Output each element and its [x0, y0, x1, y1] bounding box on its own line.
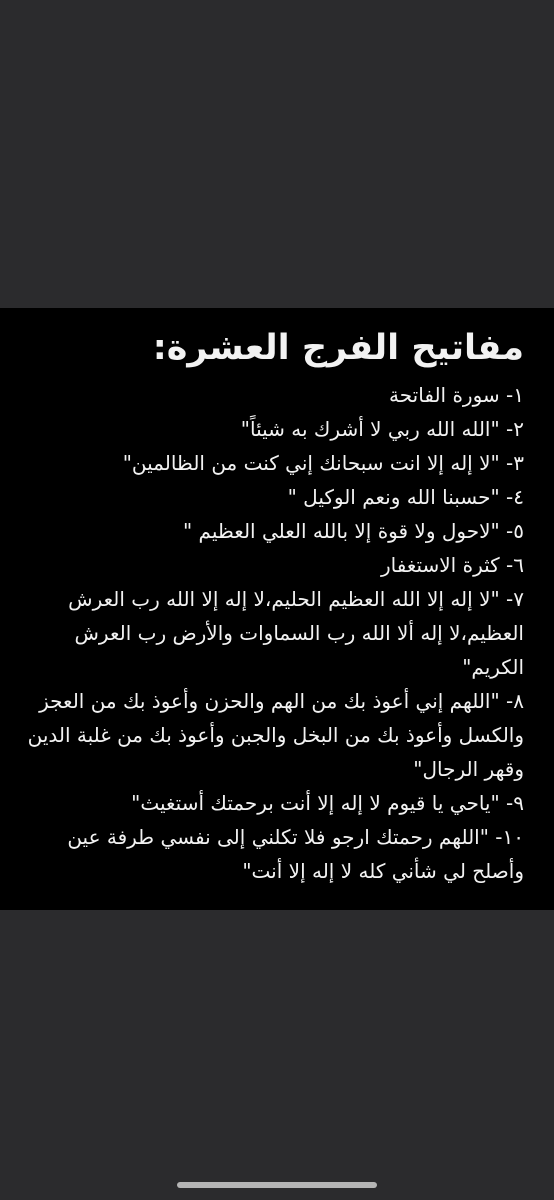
home-indicator[interactable] — [177, 1182, 377, 1188]
page-title: مفاتيح الفرج العشرة: — [152, 328, 524, 368]
dua-list — [12, 378, 524, 888]
list-item: ١٠- "اللهم رحمتك ارجو فلا تكلني إلى نفسي طرفة عين وأصلح لي شأني كله لا إله إلا أنت" — [67, 825, 524, 883]
list-item: ٦- كثرة الاستغفار — [380, 553, 524, 577]
list-item: ٩- "ياحي يا قيوم لا إله إلا أنت برحمتك أستغيث" — [131, 791, 524, 815]
list-item: ٤- "حسبنا الله ونعم الوكيل " — [287, 485, 524, 509]
list-item: ٥- "لاحول ولا قوة إلا بالله العلي العظيم " — [183, 519, 524, 543]
list-item: ٨- "اللهم إني أعوذ بك من الهم والحزن وأعوذ بك من العجز والكسل وأعوذ بك من البخل والجبن وأعوذ بك من غلبة الدين وقهر الرجال" — [27, 689, 524, 781]
dua-image[interactable] — [0, 308, 554, 910]
list-item: ٧- "لا إله إلا الله العظيم الحليم،لا إله إلا الله رب العرش العظيم،لا إله ألا الله رب السماوات والأرض رب العرش الكريم" — [68, 587, 524, 679]
list-item: ٣- "لا إله إلا انت سبحانك إني كنت من الظالمين" — [122, 451, 524, 475]
list-item: ٢- "الله الله ربي لا أشرك به شيئاً" — [240, 417, 524, 441]
list-item: ١- سورة الفاتحة — [389, 383, 524, 407]
